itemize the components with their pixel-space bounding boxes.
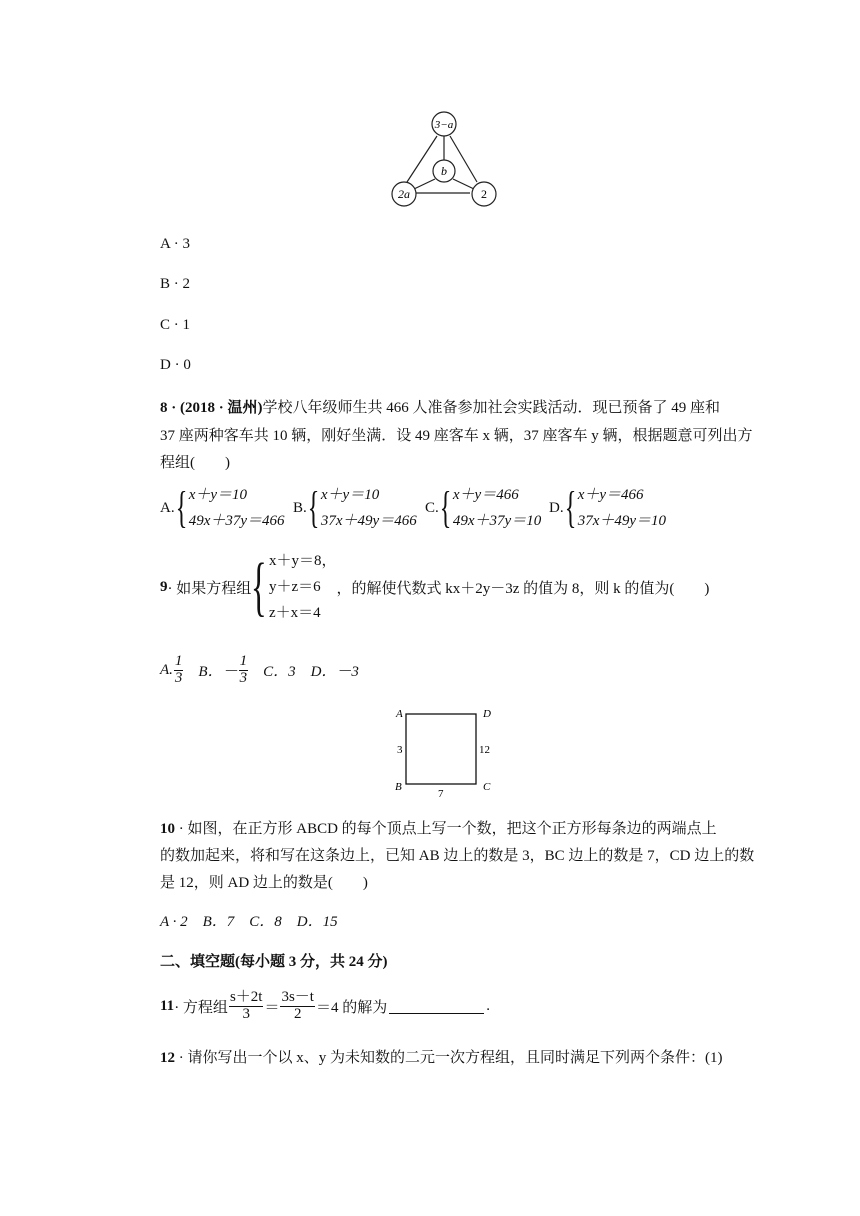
q8-source: (2018 · 温州) bbox=[180, 400, 263, 416]
q9-prefix: · 如果方程组 bbox=[167, 580, 252, 597]
frac-num: 1 bbox=[239, 653, 248, 669]
q8-c-eq2: 49x＋37y＝10 bbox=[452, 513, 542, 529]
q8-number: 8 bbox=[160, 400, 168, 416]
q8-option-c-label: C. bbox=[425, 499, 439, 516]
q8-option-d bbox=[549, 482, 666, 534]
q10-line2: 的数加起来，将和写在这条边上，已知 AB 边上的数是 3，BC 边上的数是 7，CD 边上的数 bbox=[160, 848, 755, 864]
q8-option-b-label: B. bbox=[293, 499, 307, 516]
q12-text: · 请你写出一个以 x、y 为未知数的二元一次方程组，且同时满足下列两个条件：(1) bbox=[175, 1050, 723, 1066]
q8-a-eq2: 49x＋37y＝466 bbox=[188, 513, 285, 529]
q9-suffix: ，的解使代数式 kx＋2y－3z 的值为 8，则 k 的值为( ) bbox=[336, 580, 710, 597]
q12-number: 12 bbox=[160, 1050, 175, 1066]
q8-option-c bbox=[425, 482, 541, 534]
q7-option-c: C · 1 bbox=[160, 317, 190, 333]
frac-num: 3s－t bbox=[281, 989, 314, 1005]
q10-number: 10 bbox=[160, 821, 175, 837]
q11-number: 11 bbox=[160, 997, 175, 1014]
brace-icon: { bbox=[307, 483, 320, 532]
brace-icon: { bbox=[439, 483, 452, 532]
square-vertex-d: D bbox=[483, 708, 491, 720]
q9-option-a-fraction bbox=[174, 654, 184, 687]
q11-equals: ＝ bbox=[264, 999, 280, 1016]
q10-line1 bbox=[160, 817, 717, 838]
triangle-label-right: 2 bbox=[481, 187, 487, 201]
q8-option-a-label: A. bbox=[160, 499, 175, 516]
square-vertex-a: A bbox=[396, 708, 403, 720]
q10-line3: 是 12，则 AD 边上的数是( ) bbox=[160, 875, 368, 891]
frac-den: 3 bbox=[174, 669, 183, 686]
triangle-figure bbox=[388, 110, 504, 210]
q8-d-eq1: x＋y＝466 bbox=[577, 487, 644, 503]
square-vertex-c: C bbox=[483, 781, 491, 793]
q9-number: 9 bbox=[160, 578, 168, 595]
q9-eq2: y＋z＝6 bbox=[268, 579, 321, 595]
square-vertex-b: B bbox=[395, 781, 402, 793]
frac-den: 3 bbox=[239, 669, 248, 686]
q7-option-b: B · 2 bbox=[160, 276, 190, 292]
square-side-right: 12 bbox=[479, 744, 490, 756]
q11-answer-blank[interactable] bbox=[389, 999, 484, 1014]
triangle-edge-left bbox=[407, 136, 437, 182]
q7-option-d: D · 0 bbox=[160, 357, 191, 373]
q10-text-1: · 如图，在正方形 ABCD 的每个顶点上写一个数，把这个正方形每条边的两端点上 bbox=[175, 821, 717, 837]
q8-line3: 程组( ) bbox=[160, 455, 230, 471]
frac-num: 1 bbox=[174, 653, 183, 669]
q8-b-eq2: 37x＋49y＝466 bbox=[320, 513, 417, 529]
q7-option-a: A · 3 bbox=[160, 236, 190, 252]
q11-fraction-2 bbox=[280, 990, 315, 1023]
triangle-label-center: b bbox=[441, 164, 447, 178]
q9-option-a-label: A. bbox=[160, 661, 173, 678]
q9-eq1: x＋y＝8， bbox=[268, 553, 337, 569]
q10-options: A · 2 B．7 C．8 D．15 bbox=[160, 914, 338, 930]
q8-line2: 37 座两种客车共 10 辆，刚好坐满．设 49 座客车 x 辆，37 座客车 y 辆，根据题意可列出方 bbox=[160, 428, 753, 444]
q9-line bbox=[160, 548, 709, 626]
frac-num: s＋2t bbox=[229, 989, 263, 1005]
q8-a-eq1: x＋y＝10 bbox=[188, 487, 248, 503]
q8-option-a bbox=[160, 482, 285, 534]
brace-icon: { bbox=[564, 483, 576, 532]
triangle-label-top: 3−a bbox=[434, 119, 454, 131]
triangle-label-left: 2a bbox=[398, 187, 410, 201]
square-figure bbox=[390, 704, 500, 800]
q8-option-b bbox=[293, 482, 417, 534]
q8-c-eq1: x＋y＝466 bbox=[452, 487, 519, 503]
square-side-bottom: 7 bbox=[438, 788, 444, 800]
q9-option-b-label: B．－ bbox=[198, 663, 238, 680]
brace-icon: { bbox=[251, 550, 268, 623]
q9-eq3: z＋x＝4 bbox=[268, 605, 321, 621]
triangle-spoke-left bbox=[414, 179, 435, 189]
q8-line1 bbox=[160, 396, 720, 417]
q11-end: . bbox=[486, 997, 490, 1014]
square-side-left: 3 bbox=[397, 744, 403, 756]
q11-fraction-1 bbox=[229, 990, 264, 1023]
square-shape bbox=[406, 714, 476, 784]
q8-text-1: 学校八年级师生共 466 人准备参加社会实践活动．现已预备了 49 座和 bbox=[262, 400, 721, 416]
q9-option-b-fraction bbox=[239, 654, 249, 687]
section-heading: 二、填空题(每小题 3 分，共 24 分) bbox=[160, 954, 388, 970]
q12-line1 bbox=[160, 1046, 723, 1067]
brace-icon: { bbox=[175, 483, 187, 532]
triangle-spoke-right bbox=[453, 179, 474, 189]
q8-option-d-label: D. bbox=[549, 499, 564, 516]
q9-options bbox=[160, 654, 359, 687]
frac-den: 2 bbox=[293, 1005, 302, 1022]
frac-den: 3 bbox=[242, 1005, 250, 1022]
q8-separator: · bbox=[167, 400, 181, 416]
q11-suffix: ＝4 的解为 bbox=[315, 999, 388, 1016]
q8-d-eq2: 37x＋49y＝10 bbox=[577, 513, 667, 529]
q11-prefix: · 方程组 bbox=[174, 999, 228, 1016]
q11-line bbox=[160, 990, 490, 1023]
q8-b-eq1: x＋y＝10 bbox=[320, 487, 380, 503]
q9-option-cd: C．3 D．－3 bbox=[263, 663, 359, 680]
